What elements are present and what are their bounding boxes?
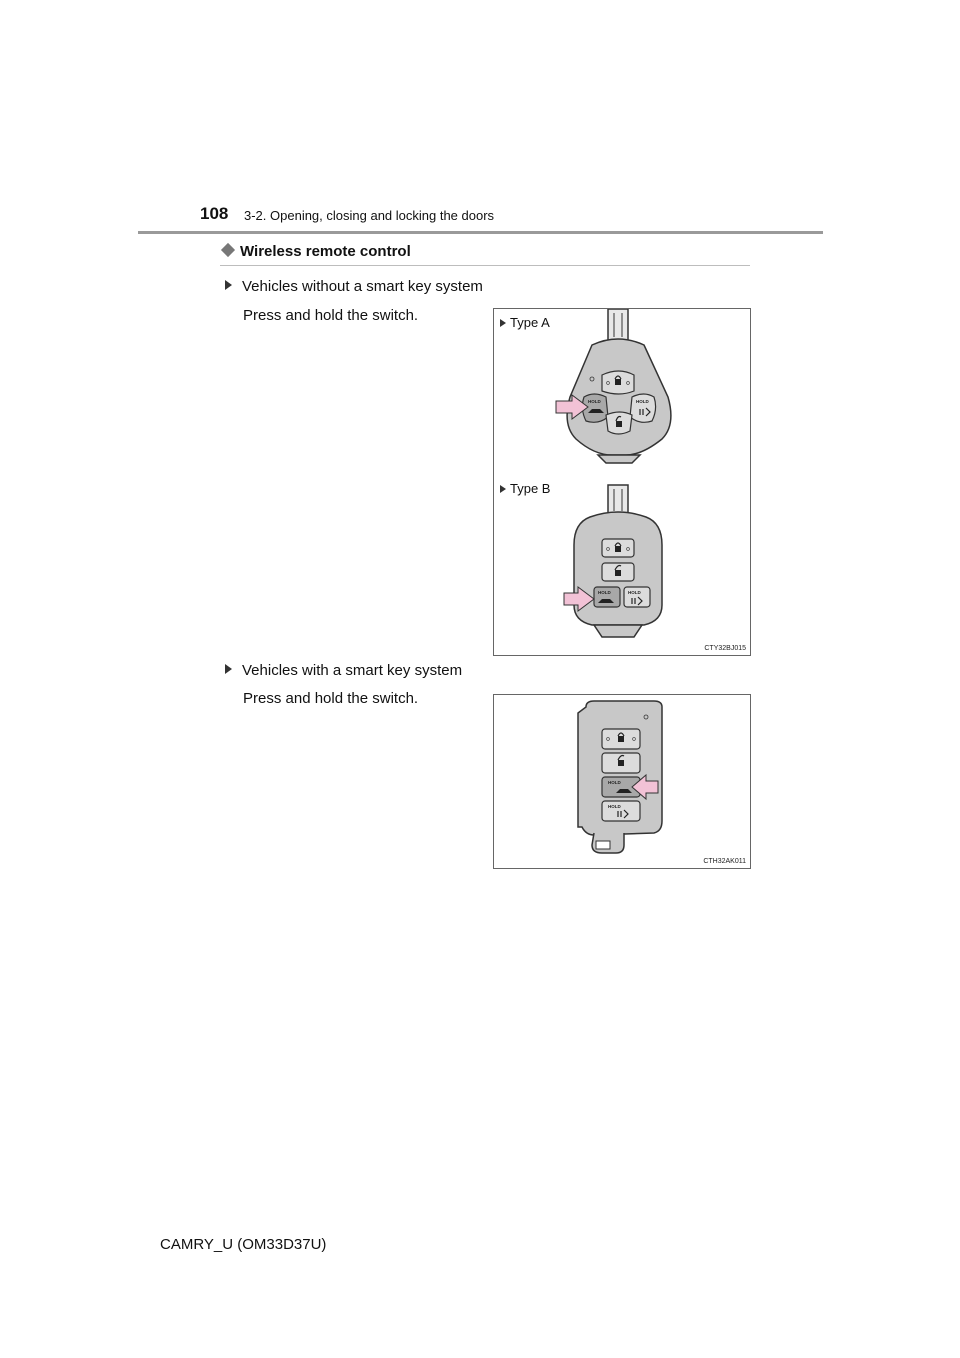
instruction-text: Press and hold the switch. [243,690,419,707]
section-title: Wireless remote control [240,243,411,260]
smart-key [578,701,662,853]
bullet-smart-key [220,662,462,679]
bullet-label: Vehicles without a smart key system [242,278,483,295]
svg-text:HOLD: HOLD [608,780,621,785]
bullet-label: Vehicles with a smart key system [242,662,463,679]
section-divider [220,265,750,266]
section-heading [220,243,411,260]
bullet-no-smart-key [220,278,483,295]
chapter-title: 3-2. Opening, closing and locking the doors [244,208,495,223]
figure-code: CTY32BJ015 [704,645,746,652]
instruction-text: Press and hold the switch. [243,307,419,324]
svg-text:HOLD: HOLD [598,590,611,595]
header-divider [138,231,823,234]
figure-code: CTH32AK011 [703,858,746,865]
figure-label-type-b: Type B [500,481,550,496]
figure-smart-key [493,694,751,869]
type-b-key [564,485,662,637]
svg-text:HOLD: HOLD [628,590,641,595]
triangle-bullet-icon [225,664,232,674]
type-a-key [556,309,671,463]
svg-text:HOLD: HOLD [636,399,649,404]
figure-keys-type-a-b [493,308,751,656]
diamond-bullet-icon [221,243,235,257]
figure-label-type-a: Type A [500,315,550,330]
triangle-bullet-icon [225,280,232,290]
key-illustrations [494,309,750,655]
svg-text:HOLD: HOLD [608,804,621,809]
svg-text:HOLD: HOLD [588,399,601,404]
page-number: 108 [200,204,229,223]
smart-key-illustration [494,695,750,868]
footer-model: CAMRY_U (OM33D37U) [160,1236,327,1253]
